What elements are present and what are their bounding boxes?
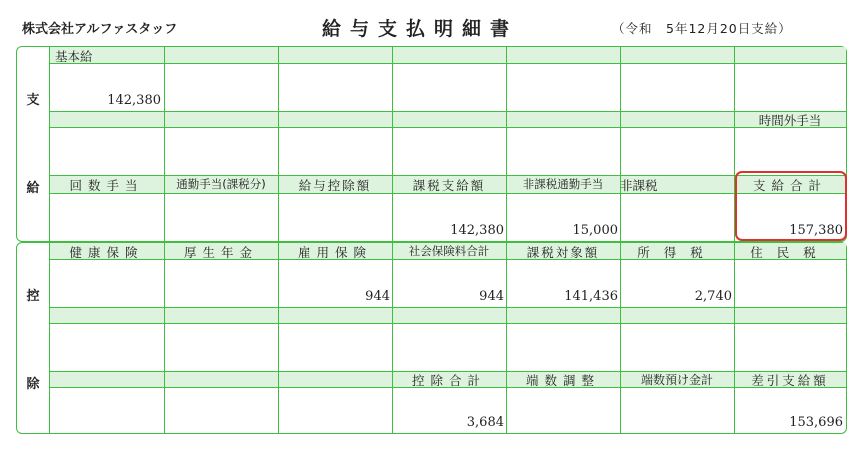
- section-label-pay-1: 支: [26, 93, 40, 108]
- label-pension: 厚生年金: [183, 245, 258, 260]
- value-total-deduction: 3,684: [466, 415, 504, 430]
- label-rounding-adjustment: 端数調整: [525, 373, 600, 388]
- deduction-section: [16, 242, 847, 434]
- payment-date: （令和 5年12月20日支給）: [612, 21, 792, 36]
- section-label-ded-1: 控: [26, 289, 40, 304]
- value-social-insurance-total: 944: [479, 289, 504, 304]
- payslip-table: [16, 46, 847, 436]
- value-total-pay: 157,380: [789, 223, 843, 238]
- value-taxable-amount: 141,436: [564, 289, 618, 304]
- label-taxable-amount: 課税対象額: [526, 245, 600, 260]
- label-count-allowance: 回数手当: [69, 178, 144, 193]
- label-commute-taxable: 通勤手当(課税分): [176, 177, 266, 191]
- label-pay-deduction: 給与控除額: [298, 178, 372, 193]
- value-basic-pay: 142,380: [107, 93, 161, 108]
- label-total-pay: 支給合計: [752, 178, 827, 193]
- label-overtime: 時間外手当: [758, 113, 822, 128]
- label-health-insurance: 健康保険: [69, 245, 144, 260]
- label-social-insurance-total: 社会保険料合計: [408, 244, 490, 258]
- value-taxable-pay: 142,380: [450, 223, 504, 238]
- label-nontaxable: 非課税: [620, 178, 658, 193]
- value-employment-insurance: 944: [365, 289, 390, 304]
- label-taxable-pay: 課税支給額: [412, 178, 486, 193]
- highlight-total-pay: [735, 171, 847, 241]
- label-income-tax: 所得税: [637, 245, 717, 260]
- payment-section: [16, 46, 847, 242]
- label-net-pay: 差引支給額: [751, 373, 829, 388]
- label-employment-insurance: 雇用保険: [297, 245, 372, 260]
- section-label-ded-2: 除: [26, 377, 40, 392]
- document-title: 給与支払明細書: [322, 18, 519, 40]
- value-nontax-commute: 15,000: [572, 223, 618, 238]
- label-total-deduction: 控除合計: [411, 373, 486, 388]
- label-rounding-deposit: 端数預け金計: [640, 373, 713, 387]
- section-label-pay-2: 給: [26, 181, 40, 196]
- value-income-tax: 2,740: [694, 289, 732, 304]
- label-resident-tax: 住民税: [750, 245, 830, 260]
- value-net-pay: 153,696: [789, 415, 843, 430]
- company-name: 株式会社アルファスタッフ: [22, 22, 178, 37]
- label-basic-pay: 基本給: [55, 49, 93, 64]
- label-nontax-commute: 非課税通勤手当: [522, 177, 604, 191]
